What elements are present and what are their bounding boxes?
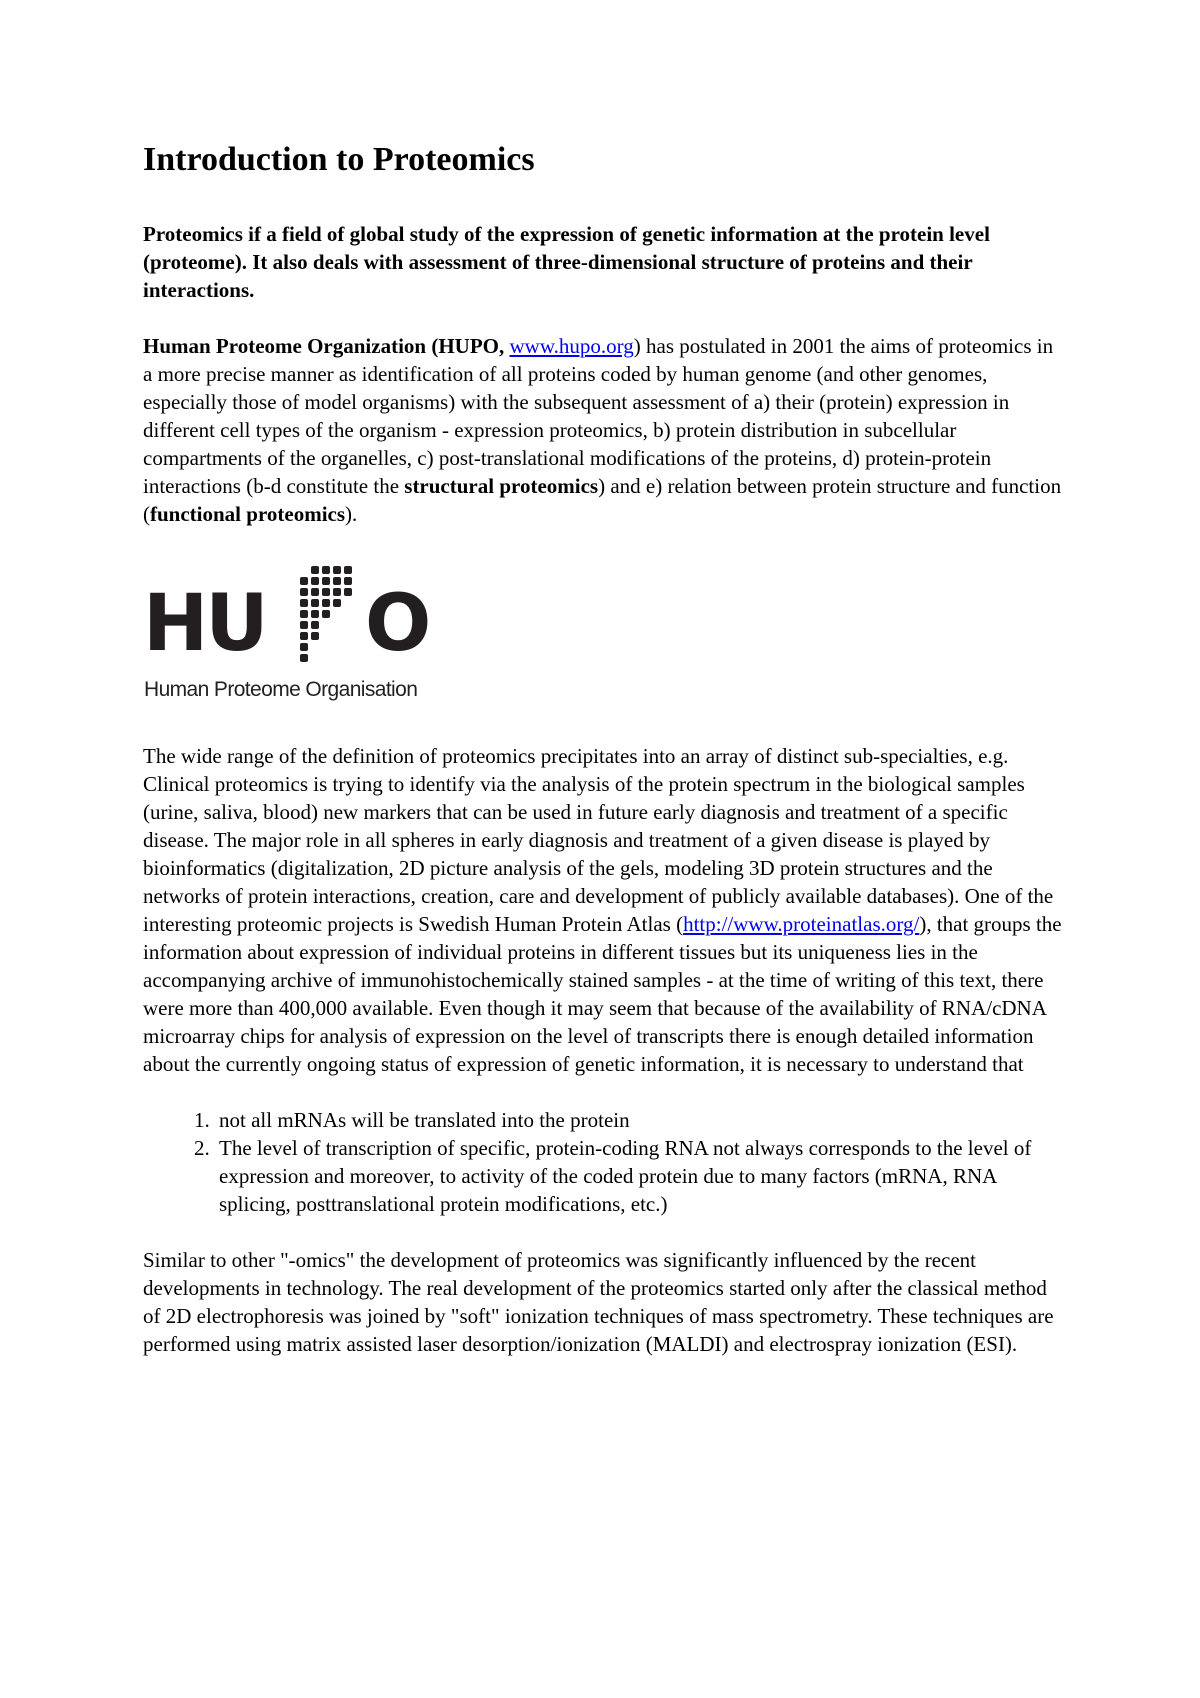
hupo-paragraph	[143, 332, 1063, 528]
numbered-list	[143, 1106, 1063, 1218]
hupo-text-3: ).	[345, 502, 358, 526]
protein-atlas-link[interactable]: http://www.proteinatlas.org/	[683, 912, 920, 936]
functional-proteomics-term: functional proteomics	[150, 502, 346, 526]
structural-proteomics-term: structural proteomics	[404, 474, 599, 498]
list-item: 1. not all mRNAs will be translated into the protein	[215, 1106, 1063, 1134]
hupo-logo-letters-hu: HU	[143, 579, 266, 669]
abstract-paragraph: Proteomics if a field of global study of the expression of genetic information at the protein level (proteome). It also deals with assessment of three-dimensional structure of proteins and their interactions.	[143, 222, 990, 302]
hupo-link[interactable]: www.hupo.org	[509, 334, 634, 358]
hupo-text-2: ) and e) relation between protein structure and function (	[143, 474, 1062, 526]
list-item: 2. The level of transcription of specific, protein-coding RNA not always corresponds to the level of expression and moreover, to activity of the coded protein due to many factors (mRNA, RNA splicing, posttranslational protein modifications, etc.)	[215, 1134, 1063, 1218]
technology-paragraph: Similar to other "-omics" the development of proteomics was significantly influenced by the recent developments in technology. The real development of the proteomics started only after the classical method of 2D electrophoresis was joined by "soft" ionization techniques of mass spectrometry. These techniques are performed using matrix assisted laser desorption/ionization (MALDI) and electrospray ionization (ESI).	[143, 1248, 1054, 1356]
para-2-text-2: ), that groups the information about expression of individual proteins in different tissues but its uniqueness lies in the accompanying archive of immunohistochemically stained samples - at the time of writing of this text, there were more than 400,000 available. Even though it may seem that because of the availability of RNA/cDNA microarray chips for analysis of expression on the level of transcripts there is enough detailed information about the currently ongoing status of expression of genetic information, it is necessary to understand that	[143, 912, 1062, 1076]
hupo-logo-dot-grid	[300, 566, 352, 662]
hupo-logo	[143, 564, 453, 702]
specialties-paragraph	[143, 742, 1063, 1078]
page-title: Introduction to Proteomics	[143, 141, 535, 178]
hupo-name: Human Proteome Organization	[143, 334, 427, 358]
para-2-text-1: The wide range of the definition of proteomics precipitates into an array of distinct sub-specialties, e.g. Clinical proteomics is trying to identify via the analysis of the protein spectrum in the biological samples (urine, saliva, blood) new markers that can be used in future early diagnosis and treatment of a specific disease. The major role in all spheres in early diagnosis and treatment of a given disease is played by bioinformatics (digitalization, 2D picture analysis of the gels, modeling 3D protein structures and the networks of protein interactions, creation, care and development of publicly available databases). One of the interesting proteomic projects is Swedish Human Protein Atlas (	[143, 744, 1054, 936]
document-page	[143, 140, 1063, 1386]
hupo-open-paren: (HUPO,	[426, 334, 510, 358]
hupo-text-1: ) has postulated in 2001 the aims of proteomics in a more precise manner as identification of all proteins coded by human genome (and other genomes, especially those of model organisms) with the subsequent assessment of a) their (protein) expression in different cell types of the organism - expression proteomics, b) protein distribution in subcellular compartments of the organelles, c) post-translational modifications of the proteins, d) protein-protein interactions (b-d constitute the	[143, 334, 1054, 498]
hupo-logo-letter-o: O	[365, 579, 432, 669]
hupo-logo-subtitle: Human Proteome Organisation	[144, 678, 418, 701]
